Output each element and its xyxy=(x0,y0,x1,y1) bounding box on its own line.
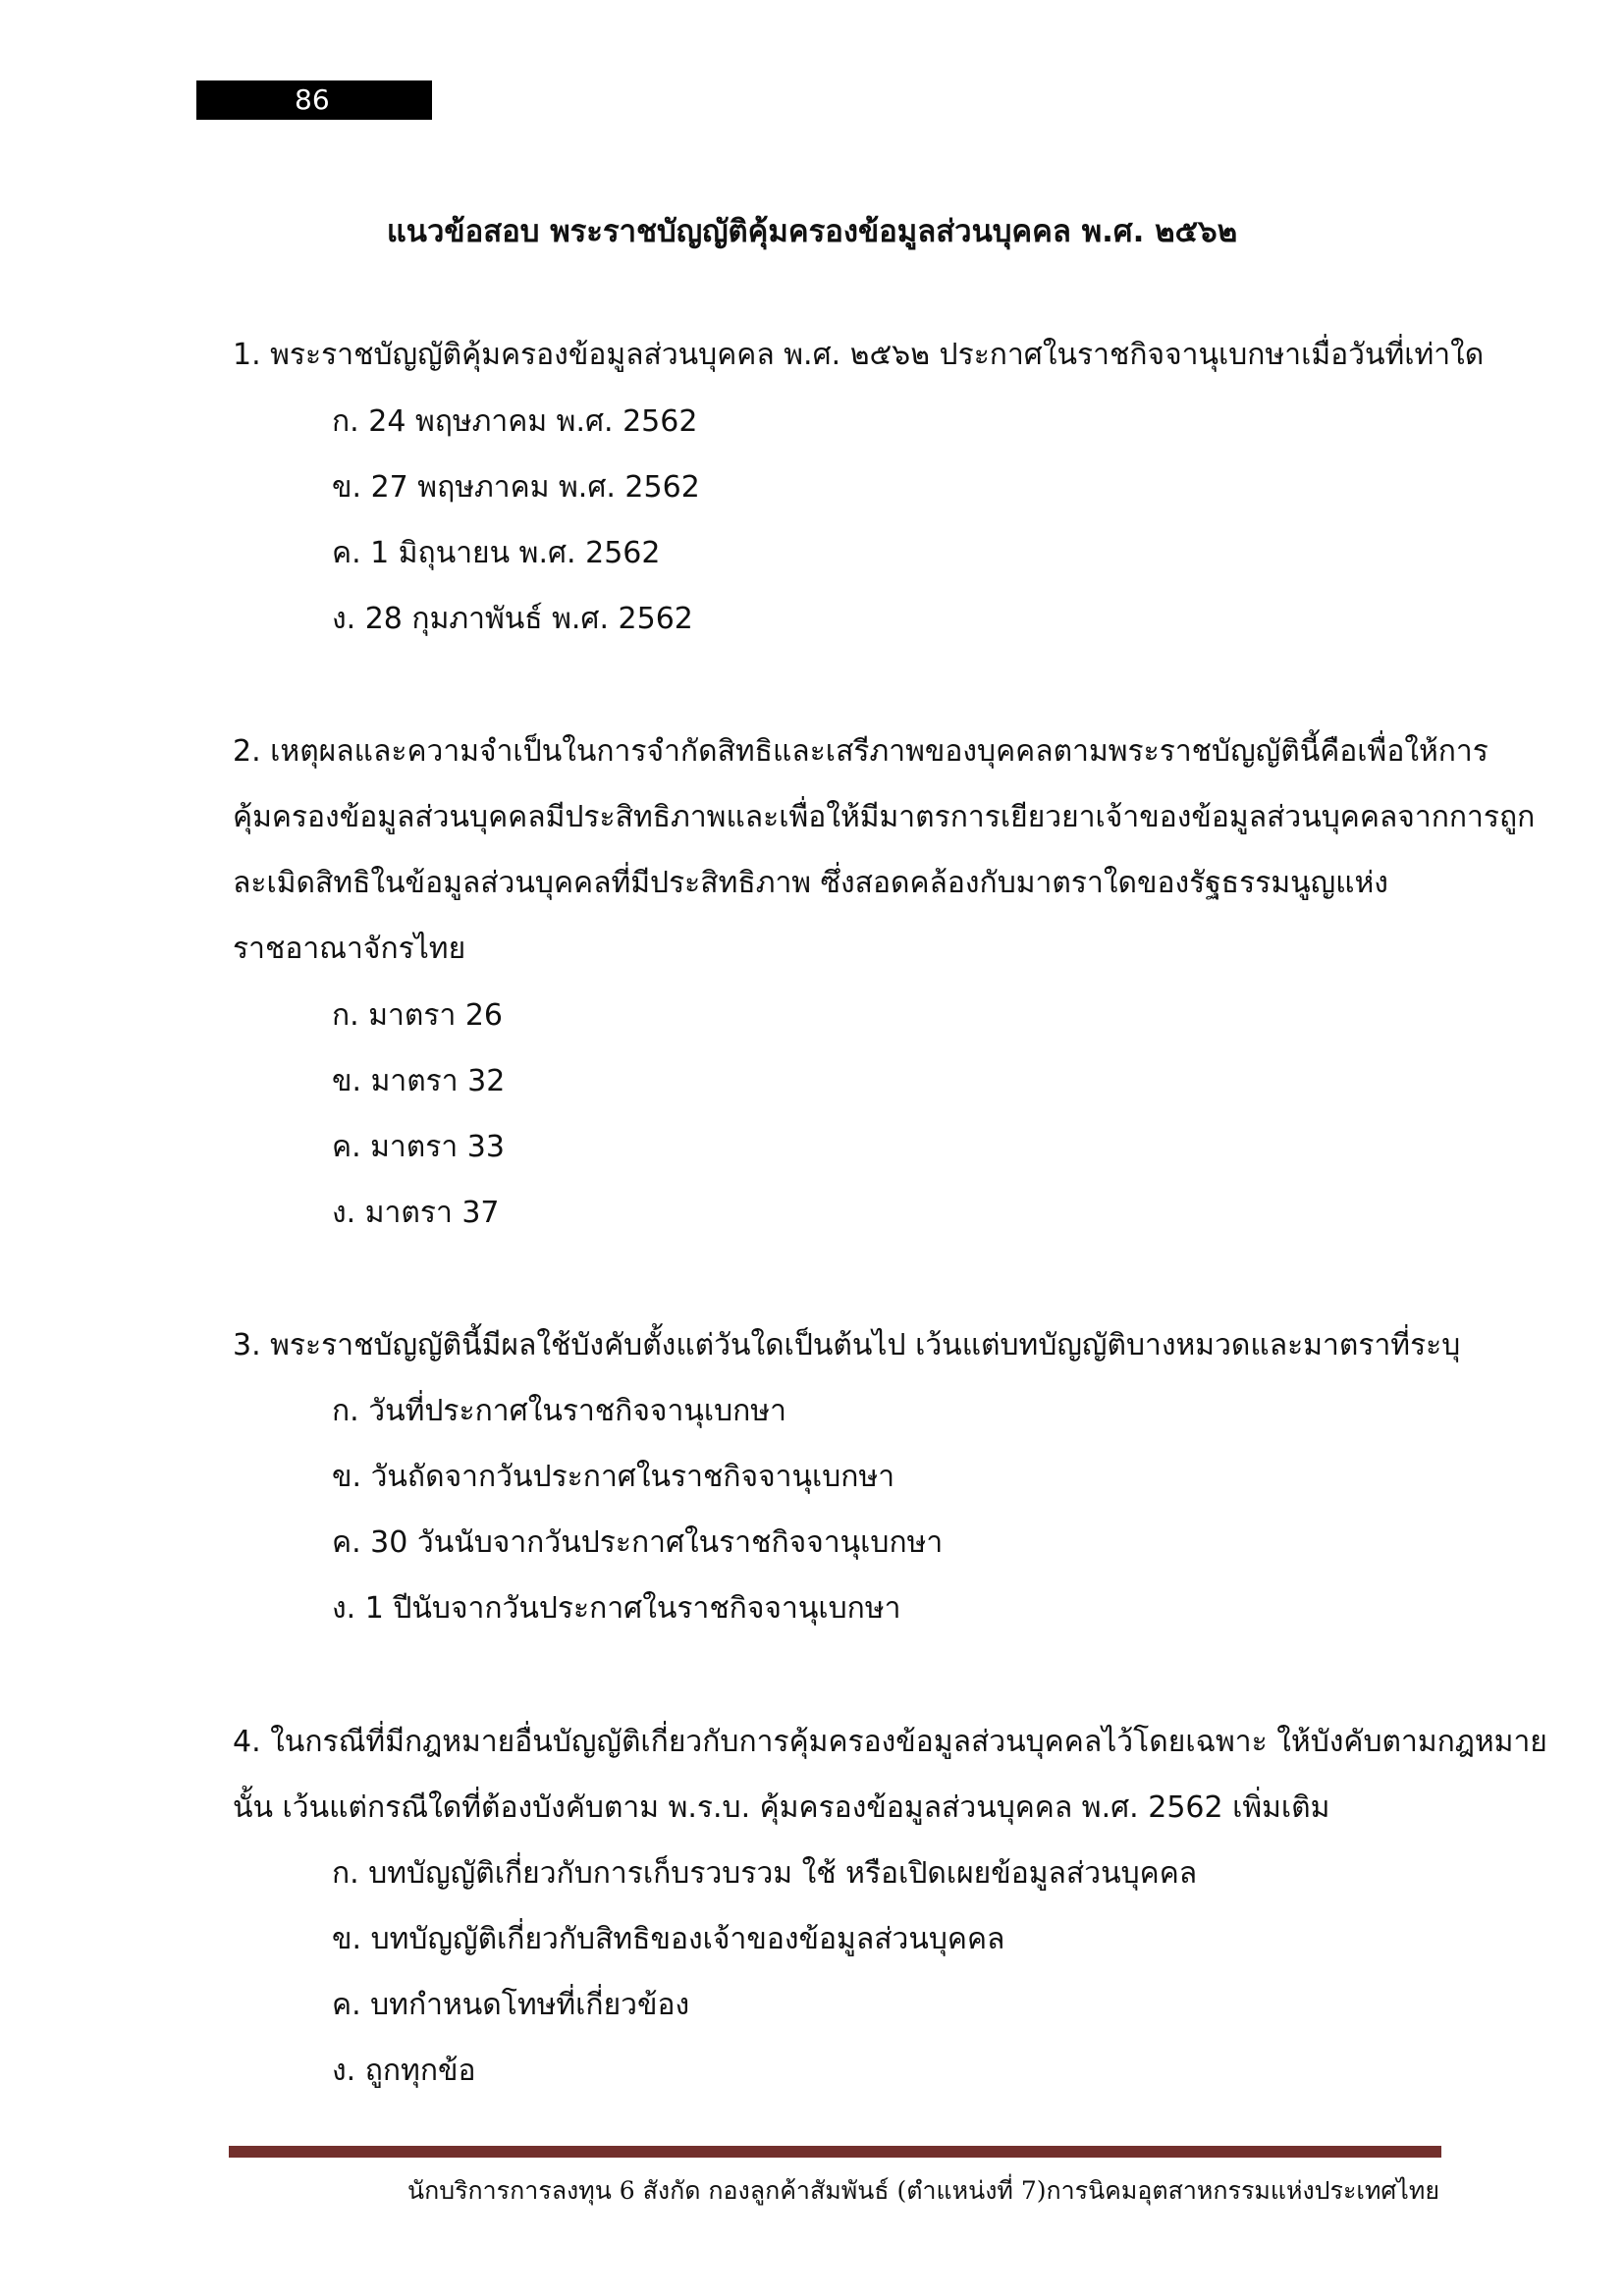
question-1-option-d: ง. 28 กุมภาพันธ์ พ.ศ. 2562 xyxy=(332,602,693,636)
question-2-text-line-1: 2. เหตุผลและความจำเป็นในการจำกัดสิทธิและเสรีภาพของบุคคลตามพระราชบัญญัตินี้คือเพื่อให้การ xyxy=(233,734,1489,769)
question-3-option-d: ง. 1 ปีนับจากวันประกาศในราชกิจจานุเบกษา xyxy=(332,1591,901,1626)
question-3-option-b: ข. วันถัดจากวันประกาศในราชกิจจานุเบกษา xyxy=(332,1460,895,1494)
footer-rule xyxy=(229,2146,1441,2158)
question-1-option-b: ข. 27 พฤษภาคม พ.ศ. 2562 xyxy=(332,470,700,505)
question-3-text: 3. พระราชบัญญัตินี้มีผลใช้บังคับตั้งแต่วันใดเป็นต้นไป เว้นแต่บทบัญญัติบางหมวดและมาตราที่ระบุ xyxy=(233,1328,1461,1362)
question-2-option-b: ข. มาตรา 32 xyxy=(332,1064,506,1098)
question-2-option-c: ค. มาตรา 33 xyxy=(332,1130,505,1164)
question-4-option-b: ข. บทบัญญัติเกี่ยวกับสิทธิของเจ้าของข้อมูลส่วนบุคคล xyxy=(332,1922,1005,1956)
question-2-option-d: ง. มาตรา 37 xyxy=(332,1196,500,1230)
question-2-text-line-4: ราชอาณาจักรไทย xyxy=(233,932,466,966)
question-3-option-c: ค. 30 วันนับจากวันประกาศในราชกิจจานุเบกษา xyxy=(332,1525,944,1560)
question-2-option-a: ก. มาตรา 26 xyxy=(332,998,504,1033)
question-1-option-a: ก. 24 พฤษภาคม พ.ศ. 2562 xyxy=(332,404,698,439)
question-4-option-d: ง. ถูกทุกข้อ xyxy=(332,2054,476,2088)
question-2-text-line-3: ละเมิดสิทธิในข้อมูลส่วนบุคคลที่มีประสิทธิภาพ ซึ่งสอดคล้องกับมาตราใดของรัฐธรรมนูญแห่ง xyxy=(233,866,1388,900)
page-title: แนวข้อสอบ พระราชบัญญัติคุ้มครองข้อมูลส่วนบุคคล พ.ศ. ๒๕๖๒ xyxy=(386,214,1238,249)
footer-text: นักบริการการลงทุน 6 สังกัด กองลูกค้าสัมพันธ์ (ตำแหน่งที่ 7)การนิคมอุตสาหกรรมแห่งประเทศไทย xyxy=(406,2176,1439,2205)
question-1-option-c: ค. 1 มิถุนายน พ.ศ. 2562 xyxy=(332,536,661,570)
question-4-option-a: ก. บทบัญญัติเกี่ยวกับการเก็บรวบรวม ใช้ หรือเปิดเผยข้อมูลส่วนบุคคล xyxy=(332,1856,1198,1891)
question-1-text: 1. พระราชบัญญัติคุ้มครองข้อมูลส่วนบุคคล พ.ศ. ๒๕๖๒ ประกาศในราชกิจจานุเบกษาเมื่อวันที่เท่าใด xyxy=(233,338,1485,372)
question-4-text-line-1: 4. ในกรณีที่มีกฎหมายอื่นบัญญัติเกี่ยวกับการคุ้มครองข้อมูลส่วนบุคคลไว้โดยเฉพาะ ให้บังคับตามกฎหมาย xyxy=(233,1725,1547,1759)
page-number: 86 xyxy=(196,80,432,120)
question-4-text-line-2: นั้น เว้นแต่กรณีใดที่ต้องบังคับตาม พ.ร.บ. คุ้มครองข้อมูลส่วนบุคคล พ.ศ. 2562 เพิ่มเติม xyxy=(233,1790,1330,1825)
question-4-option-c: ค. บทกำหนดโทษที่เกี่ยวข้อง xyxy=(332,1988,690,2022)
question-3-option-a: ก. วันที่ประกาศในราชกิจจานุเบกษา xyxy=(332,1394,786,1428)
question-2-text-line-2: คุ้มครองข้อมูลส่วนบุคคลมีประสิทธิภาพและเพื่อให้มีมาตรการเยียวยาเจ้าของข้อมูลส่วนบุคคลจากการถูก xyxy=(233,800,1536,834)
